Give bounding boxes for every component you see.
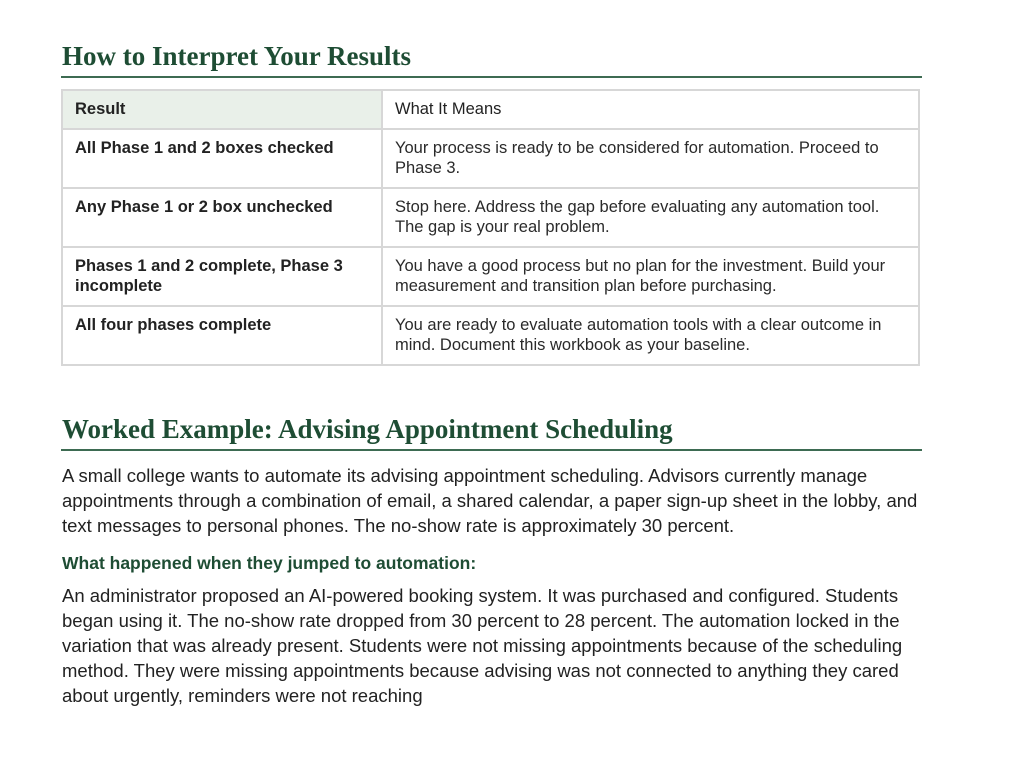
interpret-results-heading: How to Interpret Your Results xyxy=(61,40,922,78)
column-header-result: Result xyxy=(62,90,382,129)
table-row xyxy=(62,188,919,247)
meaning-cell: You are ready to evaluate automation tools with a clear outcome in mind. Document this workbook as your baseline. xyxy=(382,306,919,365)
column-header-meaning: What It Means xyxy=(382,90,919,129)
worked-example-heading: Worked Example: Advising Appointment Scheduling xyxy=(61,413,922,451)
table-header-row xyxy=(62,90,919,129)
section-spacer xyxy=(61,366,922,413)
meaning-cell: Your process is ready to be considered for automation. Proceed to Phase 3. xyxy=(382,129,919,188)
automation-subheading: What happened when they jumped to automation: xyxy=(62,553,477,573)
worked-example-story: An administrator proposed an AI-powered booking system. It was purchased and configured. Students began using it. The no-show rate dropped from 30 percent to 28 percent. The automation locked in the variation that was already present. Students were not missing appointments because of the scheduling method. They were missing appointments because advising was not connected to anything they cared about urgently, reminders were not reaching xyxy=(62,585,903,706)
table-row xyxy=(62,306,919,365)
result-cell: All Phase 1 and 2 boxes checked xyxy=(62,129,382,188)
worked-example-intro: A small college wants to automate its advising appointment scheduling. Advisors currently manage appointments through a combination of email, a shared calendar, a paper sign-up sheet in the lobby, and text messages to personal phones. The no-show rate is approximately 30 percent. xyxy=(62,465,918,536)
meaning-cell: You have a good process but no plan for the investment. Build your measurement and transition plan before purchasing. xyxy=(382,247,919,306)
result-cell: All four phases complete xyxy=(62,306,382,365)
results-table xyxy=(61,89,920,366)
meaning-cell: Stop here. Address the gap before evaluating any automation tool. The gap is your real problem. xyxy=(382,188,919,247)
table-row xyxy=(62,129,919,188)
document-page xyxy=(61,40,922,708)
table-row xyxy=(62,247,919,306)
result-cell: Phases 1 and 2 complete, Phase 3 incomplete xyxy=(62,247,382,306)
result-cell: Any Phase 1 or 2 box unchecked xyxy=(62,188,382,247)
